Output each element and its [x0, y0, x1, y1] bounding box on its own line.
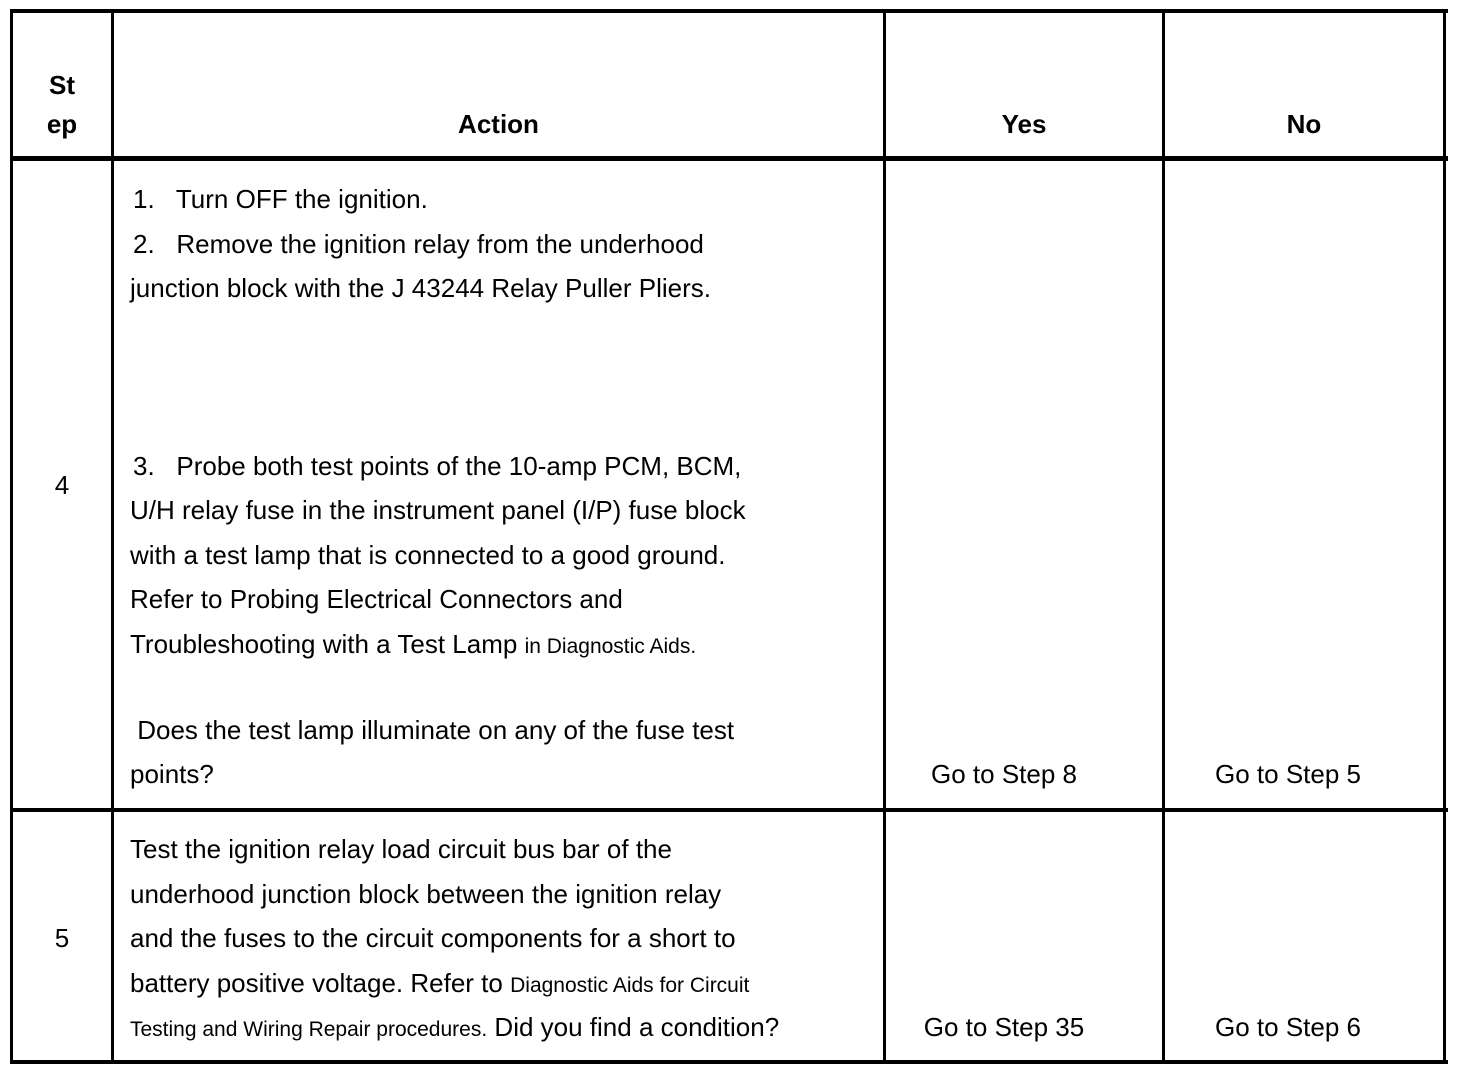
header-bottom-border [10, 156, 1448, 161]
header-yes: Yes [1001, 109, 1047, 139]
header-step-line2: ep [46, 109, 78, 139]
table-top-border [10, 9, 1448, 13]
row-4-action-line-6: with a test lamp that is connected to a good ground. [130, 540, 726, 570]
row-4-yes: Go to Step 8 [931, 759, 1077, 789]
row-5-action-line-4 [130, 970, 749, 999]
row-5-action-line-4-main: battery positive voltage. Refer to [130, 968, 503, 998]
row-4-action-line-8-ref: in Diagnostic Aids. [524, 635, 697, 658]
table-right-border [1443, 9, 1446, 1064]
row-4-question-line-1: Does the test lamp illuminate on any of the fuse test [130, 715, 735, 745]
row-5-yes: Go to Step 35 [923, 1012, 1085, 1042]
table-left-border [10, 9, 13, 1064]
row-4-action-line-2: 2. Remove the ignition relay from the underhood [133, 229, 704, 259]
row-5-question: Did you find a condition? [494, 1012, 780, 1042]
row-4-action-line-3: junction block with the J 43244 Relay Puller Pliers. [130, 273, 711, 303]
row-5-no: Go to Step 6 [1215, 1012, 1361, 1042]
row-4-action-line-5: U/H relay fuse in the instrument panel (I/P) fuse block [130, 495, 746, 525]
row-4-no: Go to Step 5 [1215, 759, 1361, 789]
column-divider-step [111, 9, 114, 1064]
row-5-action-line-5 [130, 1014, 779, 1043]
row-5-action-line-3: and the fuses to the circuit components for a short to [130, 923, 736, 953]
row-5-action-line-5-ref: Testing and Wiring Repair procedures. [130, 1018, 488, 1041]
column-divider-yes [1162, 9, 1165, 1064]
row-4-action-line-4: 3. Probe both test points of the 10-amp PCM, BCM, [133, 451, 742, 481]
row-4-action-line-1: 1. Turn OFF the ignition. [133, 184, 428, 214]
row-divider [10, 808, 1448, 812]
row-4-question-line-2: points? [130, 759, 214, 789]
row-4-action-line-7: Refer to Probing Electrical Connectors and [130, 584, 623, 614]
row-4-action-line-8 [130, 631, 696, 660]
table-bottom-border [10, 1060, 1448, 1064]
row-4-action-line-8-main: Troubleshooting with a Test Lamp [130, 629, 518, 659]
row-5-step: 5 [54, 923, 70, 953]
header-no: No [1286, 109, 1322, 139]
row-4-step: 4 [54, 470, 70, 500]
row-5-action-line-2: underhood junction block between the ignition relay [130, 879, 722, 909]
row-5-action-line-4-ref: Diagnostic Aids for Circuit [510, 974, 750, 997]
row-5-action-line-1: Test the ignition relay load circuit bus bar of the [130, 834, 672, 864]
header-action: Action [458, 109, 539, 139]
column-divider-action [883, 9, 886, 1064]
header-step-line1: St [49, 70, 75, 100]
